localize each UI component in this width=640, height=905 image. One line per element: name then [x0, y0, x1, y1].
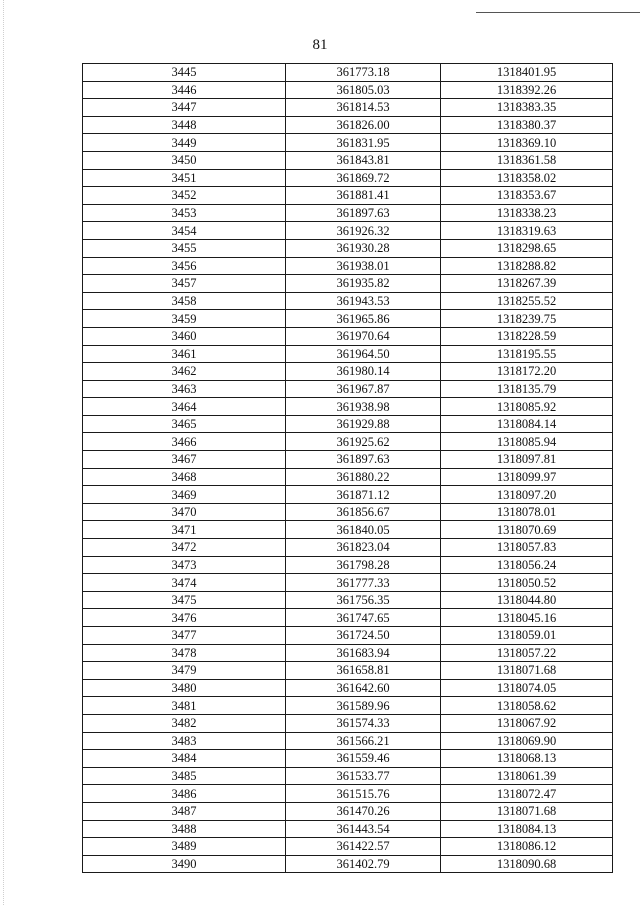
- x-coordinate-cell: 361747.65: [286, 609, 441, 627]
- table-row: [83, 521, 613, 539]
- y-coordinate-cell: 1318383.35: [441, 99, 613, 117]
- y-coordinate-cell: 1318401.95: [441, 64, 613, 82]
- table-row: [83, 574, 613, 592]
- point-id-cell: 3480: [83, 679, 286, 697]
- x-coordinate-cell: 361897.63: [286, 204, 441, 222]
- point-id-cell: 3453: [83, 204, 286, 222]
- y-coordinate-cell: 1318086.12: [441, 838, 613, 856]
- y-coordinate-cell: 1318084.13: [441, 820, 613, 838]
- point-id-cell: 3445: [83, 64, 286, 82]
- point-id-cell: 3485: [83, 767, 286, 785]
- table-row: [83, 802, 613, 820]
- x-coordinate-cell: 361925.62: [286, 433, 441, 451]
- point-id-cell: 3454: [83, 222, 286, 240]
- coordinate-table: [82, 63, 613, 873]
- y-coordinate-cell: 1318099.97: [441, 468, 613, 486]
- point-id-cell: 3459: [83, 310, 286, 328]
- x-coordinate-cell: 361980.14: [286, 363, 441, 381]
- table-row: [83, 116, 613, 134]
- table-row: [83, 609, 613, 627]
- table-row: [83, 468, 613, 486]
- point-id-cell: 3470: [83, 503, 286, 521]
- x-coordinate-cell: 361831.95: [286, 134, 441, 152]
- table-row: [83, 627, 613, 645]
- x-coordinate-cell: 361683.94: [286, 644, 441, 662]
- y-coordinate-cell: 1318085.94: [441, 433, 613, 451]
- point-id-cell: 3474: [83, 574, 286, 592]
- table-row: [83, 239, 613, 257]
- point-id-cell: 3462: [83, 363, 286, 381]
- x-coordinate-cell: 361402.79: [286, 855, 441, 873]
- y-coordinate-cell: 1318255.52: [441, 292, 613, 310]
- y-coordinate-cell: 1318369.10: [441, 134, 613, 152]
- table-row: [83, 838, 613, 856]
- table-row: [83, 204, 613, 222]
- x-coordinate-cell: 361965.86: [286, 310, 441, 328]
- table-row: [83, 820, 613, 838]
- y-coordinate-cell: 1318050.52: [441, 574, 613, 592]
- y-coordinate-cell: 1318045.16: [441, 609, 613, 627]
- scan-edge-marks: [3, 0, 4, 905]
- point-id-cell: 3461: [83, 345, 286, 363]
- point-id-cell: 3448: [83, 116, 286, 134]
- y-coordinate-cell: 1318057.22: [441, 644, 613, 662]
- point-id-cell: 3455: [83, 239, 286, 257]
- table-row: [83, 222, 613, 240]
- point-id-cell: 3458: [83, 292, 286, 310]
- y-coordinate-cell: 1318072.47: [441, 785, 613, 803]
- y-coordinate-cell: 1318059.01: [441, 627, 613, 645]
- x-coordinate-cell: 361533.77: [286, 767, 441, 785]
- point-id-cell: 3469: [83, 486, 286, 504]
- y-coordinate-cell: 1318056.24: [441, 556, 613, 574]
- x-coordinate-cell: 361871.12: [286, 486, 441, 504]
- table-row: [83, 750, 613, 768]
- point-id-cell: 3479: [83, 662, 286, 680]
- y-coordinate-cell: 1318172.20: [441, 363, 613, 381]
- table-row: [83, 732, 613, 750]
- point-id-cell: 3487: [83, 802, 286, 820]
- table-row: [83, 503, 613, 521]
- x-coordinate-cell: 361964.50: [286, 345, 441, 363]
- table-row: [83, 310, 613, 328]
- point-id-cell: 3477: [83, 627, 286, 645]
- table-row: [83, 767, 613, 785]
- y-coordinate-cell: 1318288.82: [441, 257, 613, 275]
- point-id-cell: 3464: [83, 398, 286, 416]
- y-coordinate-cell: 1318058.62: [441, 697, 613, 715]
- table-row: [83, 451, 613, 469]
- point-id-cell: 3450: [83, 151, 286, 169]
- point-id-cell: 3447: [83, 99, 286, 117]
- table-row: [83, 292, 613, 310]
- table-row: [83, 556, 613, 574]
- y-coordinate-cell: 1318228.59: [441, 327, 613, 345]
- x-coordinate-cell: 361642.60: [286, 679, 441, 697]
- x-coordinate-cell: 361658.81: [286, 662, 441, 680]
- x-coordinate-cell: 361589.96: [286, 697, 441, 715]
- table-row: [83, 134, 613, 152]
- x-coordinate-cell: 361574.33: [286, 714, 441, 732]
- point-id-cell: 3488: [83, 820, 286, 838]
- y-coordinate-cell: 1318392.26: [441, 81, 613, 99]
- table-row: [83, 697, 613, 715]
- x-coordinate-cell: 361470.26: [286, 802, 441, 820]
- point-id-cell: 3457: [83, 275, 286, 293]
- point-id-cell: 3478: [83, 644, 286, 662]
- table-row: [83, 327, 613, 345]
- y-coordinate-cell: 1318267.39: [441, 275, 613, 293]
- table-row: [83, 169, 613, 187]
- y-coordinate-cell: 1318380.37: [441, 116, 613, 134]
- coordinate-table-body: [83, 64, 613, 873]
- table-row: [83, 380, 613, 398]
- x-coordinate-cell: 361443.54: [286, 820, 441, 838]
- y-coordinate-cell: 1318067.92: [441, 714, 613, 732]
- point-id-cell: 3483: [83, 732, 286, 750]
- table-row: [83, 99, 613, 117]
- x-coordinate-cell: 361422.57: [286, 838, 441, 856]
- point-id-cell: 3451: [83, 169, 286, 187]
- point-id-cell: 3490: [83, 855, 286, 873]
- x-coordinate-cell: 361843.81: [286, 151, 441, 169]
- point-id-cell: 3471: [83, 521, 286, 539]
- y-coordinate-cell: 1318085.92: [441, 398, 613, 416]
- x-coordinate-cell: 361805.03: [286, 81, 441, 99]
- table-row: [83, 486, 613, 504]
- header-rule: [476, 12, 640, 13]
- y-coordinate-cell: 1318071.68: [441, 802, 613, 820]
- point-id-cell: 3468: [83, 468, 286, 486]
- y-coordinate-cell: 1318239.75: [441, 310, 613, 328]
- y-coordinate-cell: 1318057.83: [441, 539, 613, 557]
- page-number: 81: [312, 37, 328, 53]
- table-row: [83, 257, 613, 275]
- point-id-cell: 3472: [83, 539, 286, 557]
- table-row: [83, 81, 613, 99]
- x-coordinate-cell: 361756.35: [286, 591, 441, 609]
- y-coordinate-cell: 1318070.69: [441, 521, 613, 539]
- y-coordinate-cell: 1318061.39: [441, 767, 613, 785]
- y-coordinate-cell: 1318358.02: [441, 169, 613, 187]
- x-coordinate-cell: 361897.63: [286, 451, 441, 469]
- y-coordinate-cell: 1318044.80: [441, 591, 613, 609]
- x-coordinate-cell: 361798.28: [286, 556, 441, 574]
- x-coordinate-cell: 361826.00: [286, 116, 441, 134]
- x-coordinate-cell: 361926.32: [286, 222, 441, 240]
- y-coordinate-cell: 1318084.14: [441, 415, 613, 433]
- point-id-cell: 3463: [83, 380, 286, 398]
- x-coordinate-cell: 361777.33: [286, 574, 441, 592]
- y-coordinate-cell: 1318353.67: [441, 187, 613, 205]
- table-row: [83, 714, 613, 732]
- x-coordinate-cell: 361566.21: [286, 732, 441, 750]
- x-coordinate-cell: 361935.82: [286, 275, 441, 293]
- y-coordinate-cell: 1318319.63: [441, 222, 613, 240]
- table-row: [83, 644, 613, 662]
- y-coordinate-cell: 1318361.58: [441, 151, 613, 169]
- x-coordinate-cell: 361967.87: [286, 380, 441, 398]
- table-row: [83, 275, 613, 293]
- x-coordinate-cell: 361869.72: [286, 169, 441, 187]
- x-coordinate-cell: 361929.88: [286, 415, 441, 433]
- x-coordinate-cell: 361970.64: [286, 327, 441, 345]
- table-row: [83, 64, 613, 82]
- y-coordinate-cell: 1318338.23: [441, 204, 613, 222]
- x-coordinate-cell: 361773.18: [286, 64, 441, 82]
- table-row: [83, 398, 613, 416]
- y-coordinate-cell: 1318071.68: [441, 662, 613, 680]
- x-coordinate-cell: 361880.22: [286, 468, 441, 486]
- y-coordinate-cell: 1318097.20: [441, 486, 613, 504]
- x-coordinate-cell: 361814.53: [286, 99, 441, 117]
- table-row: [83, 345, 613, 363]
- point-id-cell: 3489: [83, 838, 286, 856]
- x-coordinate-cell: 361840.05: [286, 521, 441, 539]
- point-id-cell: 3486: [83, 785, 286, 803]
- y-coordinate-cell: 1318097.81: [441, 451, 613, 469]
- table-row: [83, 785, 613, 803]
- x-coordinate-cell: 361856.67: [286, 503, 441, 521]
- point-id-cell: 3466: [83, 433, 286, 451]
- point-id-cell: 3449: [83, 134, 286, 152]
- y-coordinate-cell: 1318078.01: [441, 503, 613, 521]
- table-row: [83, 679, 613, 697]
- x-coordinate-cell: 361823.04: [286, 539, 441, 557]
- y-coordinate-cell: 1318069.90: [441, 732, 613, 750]
- table-row: [83, 591, 613, 609]
- y-coordinate-cell: 1318090.68: [441, 855, 613, 873]
- y-coordinate-cell: 1318068.13: [441, 750, 613, 768]
- point-id-cell: 3473: [83, 556, 286, 574]
- table-row: [83, 855, 613, 873]
- point-id-cell: 3475: [83, 591, 286, 609]
- table-row: [83, 415, 613, 433]
- x-coordinate-cell: 361938.98: [286, 398, 441, 416]
- table-row: [83, 151, 613, 169]
- table-row: [83, 363, 613, 381]
- x-coordinate-cell: 361938.01: [286, 257, 441, 275]
- table-row: [83, 187, 613, 205]
- point-id-cell: 3460: [83, 327, 286, 345]
- point-id-cell: 3456: [83, 257, 286, 275]
- x-coordinate-cell: 361724.50: [286, 627, 441, 645]
- y-coordinate-cell: 1318195.55: [441, 345, 613, 363]
- y-coordinate-cell: 1318298.65: [441, 239, 613, 257]
- point-id-cell: 3467: [83, 451, 286, 469]
- x-coordinate-cell: 361943.53: [286, 292, 441, 310]
- y-coordinate-cell: 1318074.05: [441, 679, 613, 697]
- y-coordinate-cell: 1318135.79: [441, 380, 613, 398]
- point-id-cell: 3452: [83, 187, 286, 205]
- point-id-cell: 3446: [83, 81, 286, 99]
- point-id-cell: 3465: [83, 415, 286, 433]
- x-coordinate-cell: 361559.46: [286, 750, 441, 768]
- table-row: [83, 539, 613, 557]
- x-coordinate-cell: 361930.28: [286, 239, 441, 257]
- point-id-cell: 3484: [83, 750, 286, 768]
- point-id-cell: 3481: [83, 697, 286, 715]
- point-id-cell: 3482: [83, 714, 286, 732]
- x-coordinate-cell: 361515.76: [286, 785, 441, 803]
- x-coordinate-cell: 361881.41: [286, 187, 441, 205]
- table-row: [83, 433, 613, 451]
- table-row: [83, 662, 613, 680]
- point-id-cell: 3476: [83, 609, 286, 627]
